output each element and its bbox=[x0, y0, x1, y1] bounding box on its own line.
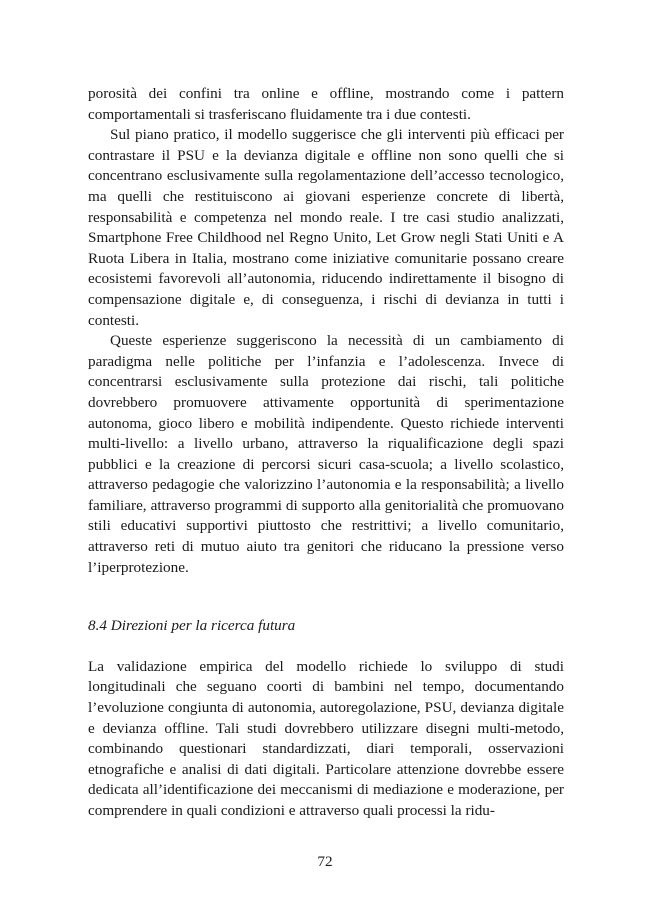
paragraph-paradigm-shift: Queste esperienze suggeriscono la necessità di un cambiamento di paradigma nelle politiche per l’infanzia e l’adolescenza. Invece di concentrarsi esclusivamente sulla protezione dai rischi, tali politiche dovrebbero promuovere attivamente opportunità di sperimentazione autonoma, gioco libero e mobilità indipendente. Questo richiede interventi multi-livello: a livello urbano, attraverso la riqualificazione degli spazi pubblici e la creazione di percorsi sicuri casa-scuola; a livello scolastico, attraverso pedagogie che valorizzino l’autonomia e la responsabilità; a livello familiare, attraverso programmi di supporto alla genitorialità che promuovano stili educativi supportivi piuttosto che restrittivi; a livello comunitario, attraverso reti di mutuo aiuto tra genitori che riducano la pressione verso l’iperprotezione. bbox=[88, 332, 564, 576]
page-body bbox=[88, 84, 564, 822]
heading-spacer bbox=[88, 637, 564, 657]
paragraph-practical-implications: Sul piano pratico, il modello suggerisce che gli interventi più efficaci per contrastare il PSU e la devianza digitale e offline non sono quelli che si concentrano esclusivamente sulla regolamentazione dell’accesso tecnologico, ma quelli che restituiscono ai giovani esperienze concrete di libertà, responsabilità e competenza nel mondo reale. I tre casi studio analizzati, Smartphone Free Childhood nel Regno Unito, Let Grow negli Stati Uniti e A Ruota Libera in Italia, mostrano come iniziative comunitarie possano creare ecosistemi favorevoli all’autonomia, riducendo indirettamente il bisogno di compensazione digitale e, di conseguenza, i rischi di devianza in tutti i contesti. bbox=[88, 126, 564, 329]
paragraph-continuation: porosità dei confini tra online e offline, mostrando come i pattern comportamentali si trasferiscano fluidamente tra i due contesti. bbox=[88, 85, 564, 123]
page-number: 72 bbox=[317, 853, 333, 870]
paragraph-future-research: La validazione empirica del modello richiede lo sviluppo di studi longitudinali che seguano coorti di bambini nel tempo, documentando l’evoluzione congiunta di autonomia, autoregolazione, PSU, devianza digitale e devianza offline. Tali studi dovrebbero utilizzare disegni multi-metodo, combinando questionari standardizzati, diari temporali, osservazioni etnografiche e analisi di dati digitali. Particolare attenzione dovrebbe essere dedicata all’identificazione dei meccanismi di mediazione e moderazione, per comprendere in quali condizioni e attraverso quali processi la ridu- bbox=[88, 657, 564, 819]
section-spacer bbox=[88, 578, 564, 616]
section-heading: 8.4 Direzioni per la ricerca futura bbox=[88, 617, 296, 635]
